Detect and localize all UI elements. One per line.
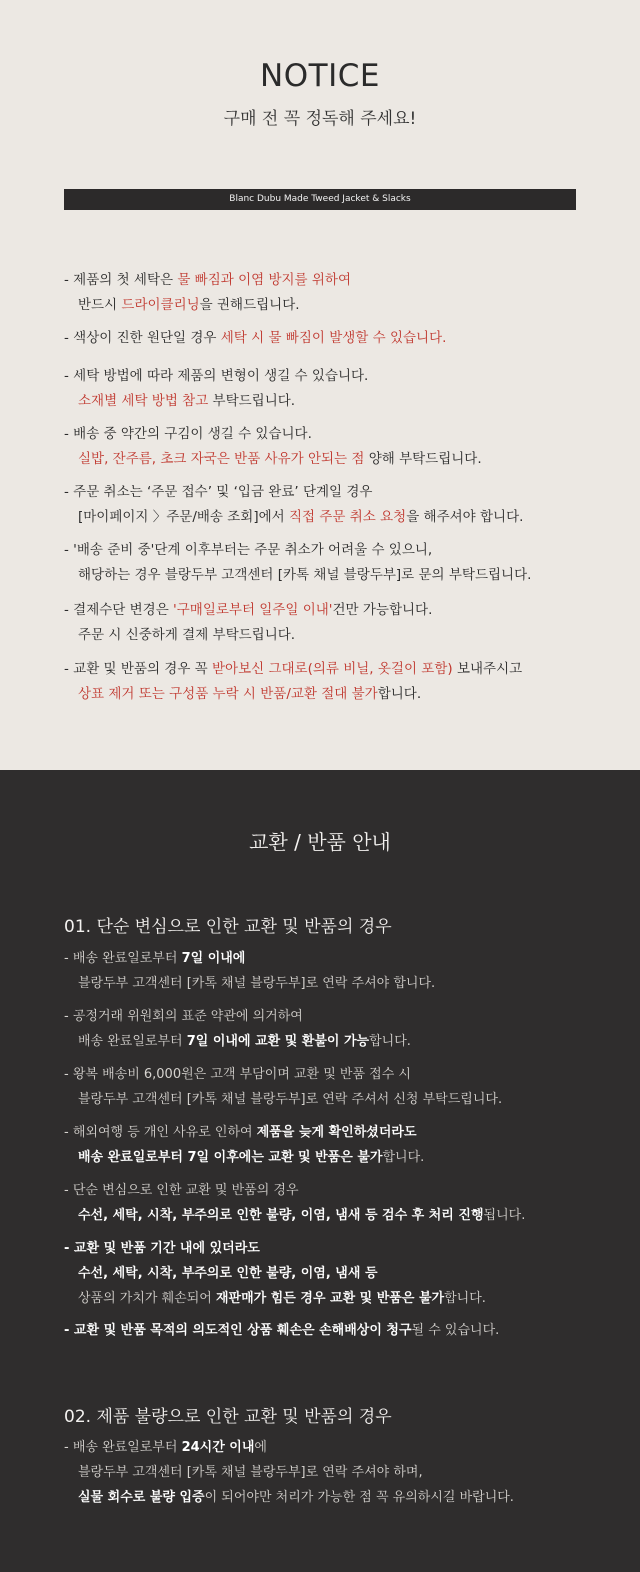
emphasis-text: 재판매가 힘든 경우 교환 및 반품은 불가 xyxy=(215,1291,445,1306)
text-line xyxy=(64,389,584,414)
policy-item xyxy=(64,1318,604,1343)
text-line xyxy=(64,1004,604,1029)
text-line xyxy=(64,1485,604,1510)
text-line xyxy=(64,1178,604,1203)
plain-text: 블랑두부 고객센터 [카톡 채널 블랑두부]로 연락 주셔서 신청 부탁드립니다. xyxy=(78,1092,503,1107)
plain-text: 에 xyxy=(254,1440,267,1455)
notice-item xyxy=(64,268,584,318)
emphasis-text: 제품을 늦게 확인하셨더라도 xyxy=(256,1125,417,1140)
plain-text: 블랑두부 고객센터 [카톡 채널 블랑두부]로 연락 주셔야 합니다. xyxy=(78,976,436,991)
text-line xyxy=(64,505,584,530)
emphasis-text: 실밥, 잔주름, 초크 자국은 반품 사유가 안되는 점 xyxy=(78,451,365,467)
emphasis-text: 받아보신 그대로(의류 비닐, 옷걸이 포함) xyxy=(212,661,453,677)
plain-text: 건만 가능합니다. xyxy=(332,602,433,618)
text-line xyxy=(64,364,584,389)
plain-text: [마이페이지 〉주문/배송 조회]에서 xyxy=(78,509,289,525)
text-line xyxy=(64,563,584,588)
text-line xyxy=(64,946,604,971)
policy-item xyxy=(64,1236,604,1311)
notice-item xyxy=(64,657,584,707)
text-line xyxy=(64,268,584,293)
policy-item xyxy=(64,1062,604,1112)
text-line xyxy=(64,1318,604,1343)
text-line xyxy=(64,293,584,318)
plain-text: 블랑두부 고객센터 [카톡 채널 블랑두부]로 연락 주셔야 하며, xyxy=(78,1465,423,1480)
plain-text: - 해외여행 등 개인 사유로 인하여 xyxy=(64,1125,257,1140)
exchange-title: 교환 / 반품 안내 xyxy=(249,830,391,854)
plain-text: - 배송 완료일로부터 xyxy=(64,951,182,966)
plain-text: 을 해주셔야 합니다. xyxy=(406,509,524,525)
plain-text: - 결제수단 변경은 xyxy=(64,602,174,618)
text-line xyxy=(64,1286,604,1311)
notice-title: NOTICE xyxy=(260,58,380,94)
plain-text: 을 권해드립니다. xyxy=(199,297,300,313)
text-line xyxy=(64,447,584,472)
plain-text: - 제품의 첫 세탁은 xyxy=(64,272,178,288)
exchange-return-section xyxy=(0,770,640,1572)
plain-text: 합니다. xyxy=(369,1034,411,1049)
text-line xyxy=(64,1203,604,1228)
plain-text: 상품의 가치가 훼손되어 xyxy=(78,1291,216,1306)
emphasis-text: 배송 완료일로부터 7일 이후에는 교환 및 반품은 불가 xyxy=(78,1150,383,1165)
plain-text: - 색상이 진한 원단일 경우 xyxy=(64,330,221,346)
emphasis-text: 7일 이내에 교환 및 환불이 가능 xyxy=(186,1034,370,1049)
text-line xyxy=(64,538,584,563)
notice-item xyxy=(64,480,584,530)
emphasis-text: 소재별 세탁 방법 참고 xyxy=(78,393,209,409)
plain-text: - 주문 취소는 ‘주문 접수’ 및 ‘입금 완료’ 단계일 경우 xyxy=(64,484,373,500)
plain-text: - 단순 변심으로 인한 교환 및 반품의 경우 xyxy=(64,1183,299,1198)
emphasis-text: 상표 제거 또는 구성품 누락 시 반품/교환 절대 불가 xyxy=(78,686,378,702)
policy-item xyxy=(64,1120,604,1170)
plain-text: - '배송 준비 중'단계 이후부터는 주문 취소가 어려울 수 있으니, xyxy=(64,542,433,558)
policy-item xyxy=(64,946,604,996)
plain-text: 합니다. xyxy=(444,1291,486,1306)
text-line xyxy=(64,682,584,707)
emphasis-text: - 교환 및 반품 목적의 의도적인 상품 훼손은 손해배상이 청구 xyxy=(64,1323,412,1338)
plain-text: - 왕복 배송비 6,000원은 고객 부담이며 교환 및 반품 접수 시 xyxy=(64,1067,411,1082)
emphasis-text: 물 빠짐과 이염 방지를 위하여 xyxy=(177,272,351,288)
text-line xyxy=(64,480,584,505)
text-line xyxy=(64,657,584,682)
text-line xyxy=(64,1087,604,1112)
plain-text: 해당하는 경우 블랑두부 고객센터 [카톡 채널 블랑두부]로 문의 부탁드립니다. xyxy=(78,567,532,583)
emphasis-text: - 교환 및 반품 기간 내에 있더라도 xyxy=(64,1241,260,1256)
text-line xyxy=(64,1435,604,1460)
emphasis-text: '구매일로부터 일주일 이내' xyxy=(173,602,333,618)
notice-section xyxy=(0,0,640,770)
emphasis-text: 세탁 시 물 빠짐이 발생할 수 있습니다. xyxy=(220,330,447,346)
section1-heading: 01. 단순 변심으로 인한 교환 및 반품의 경우 xyxy=(64,917,392,937)
emphasis-text: 7일 이내에 xyxy=(181,951,246,966)
policy-item xyxy=(64,1004,604,1054)
notice-item xyxy=(64,538,584,588)
plain-text: 보내주시고 xyxy=(452,661,523,677)
text-line xyxy=(64,1261,604,1286)
emphasis-text: 수선, 세탁, 시착, 부주의로 인한 불량, 이염, 냄새 등 검수 후 처리 진행 xyxy=(78,1208,484,1223)
plain-text: 됩니다. xyxy=(483,1208,526,1223)
emphasis-text: 실물 회수로 불량 입증 xyxy=(78,1490,205,1505)
notice-item xyxy=(64,422,584,472)
text-line xyxy=(64,422,584,447)
policy-item xyxy=(64,1435,604,1510)
notice-subtitle: 구매 전 꼭 정독해 주세요! xyxy=(223,109,417,129)
plain-text: - 공정거래 위원회의 표준 약관에 의거하여 xyxy=(64,1009,303,1024)
text-line xyxy=(64,1460,604,1485)
text-line xyxy=(64,598,584,623)
emphasis-text: 24시간 이내 xyxy=(181,1440,255,1455)
product-name-bar: Blanc Dubu Made Tweed Jacket & Slacks xyxy=(64,189,576,210)
notice-item xyxy=(64,364,584,414)
section2-heading: 02. 제품 불량으로 인한 교환 및 반품의 경우 xyxy=(64,1407,392,1427)
text-line xyxy=(64,1029,604,1054)
text-line xyxy=(64,1062,604,1087)
plain-text: 될 수 있습니다. xyxy=(411,1323,500,1338)
plain-text: 부탁드립니다. xyxy=(208,393,296,409)
emphasis-text: 직접 주문 취소 요청 xyxy=(289,509,407,525)
policy-item xyxy=(64,1178,604,1228)
text-line xyxy=(64,326,584,351)
plain-text: - 배송 중 약간의 구김이 생길 수 있습니다. xyxy=(64,426,312,442)
plain-text: - 세탁 방법에 따라 제품의 변형이 생길 수 있습니다. xyxy=(64,368,369,384)
text-line xyxy=(64,1145,604,1170)
plain-text: 양해 부탁드립니다. xyxy=(364,451,482,467)
emphasis-text: 수선, 세탁, 시착, 부주의로 인한 불량, 이염, 냄새 등 xyxy=(78,1266,378,1281)
plain-text: 합니다. xyxy=(382,1150,425,1165)
plain-text: - 배송 완료일로부터 xyxy=(64,1440,182,1455)
plain-text: 주문 시 신중하게 결제 부탁드립니다. xyxy=(78,627,296,643)
plain-text: 이 되어야만 처리가 가능한 점 꼭 유의하시길 바랍니다. xyxy=(204,1490,514,1505)
plain-text: 배송 완료일로부터 xyxy=(78,1034,187,1049)
text-line xyxy=(64,971,604,996)
text-line xyxy=(64,1236,604,1261)
text-line xyxy=(64,1120,604,1145)
plain-text: 합니다. xyxy=(377,686,422,702)
notice-item xyxy=(64,326,584,351)
emphasis-text: 드라이클리닝 xyxy=(121,297,200,313)
notice-item xyxy=(64,598,584,648)
text-line xyxy=(64,623,584,648)
plain-text: 반드시 xyxy=(78,297,122,313)
plain-text: - 교환 및 반품의 경우 꼭 xyxy=(64,661,212,677)
